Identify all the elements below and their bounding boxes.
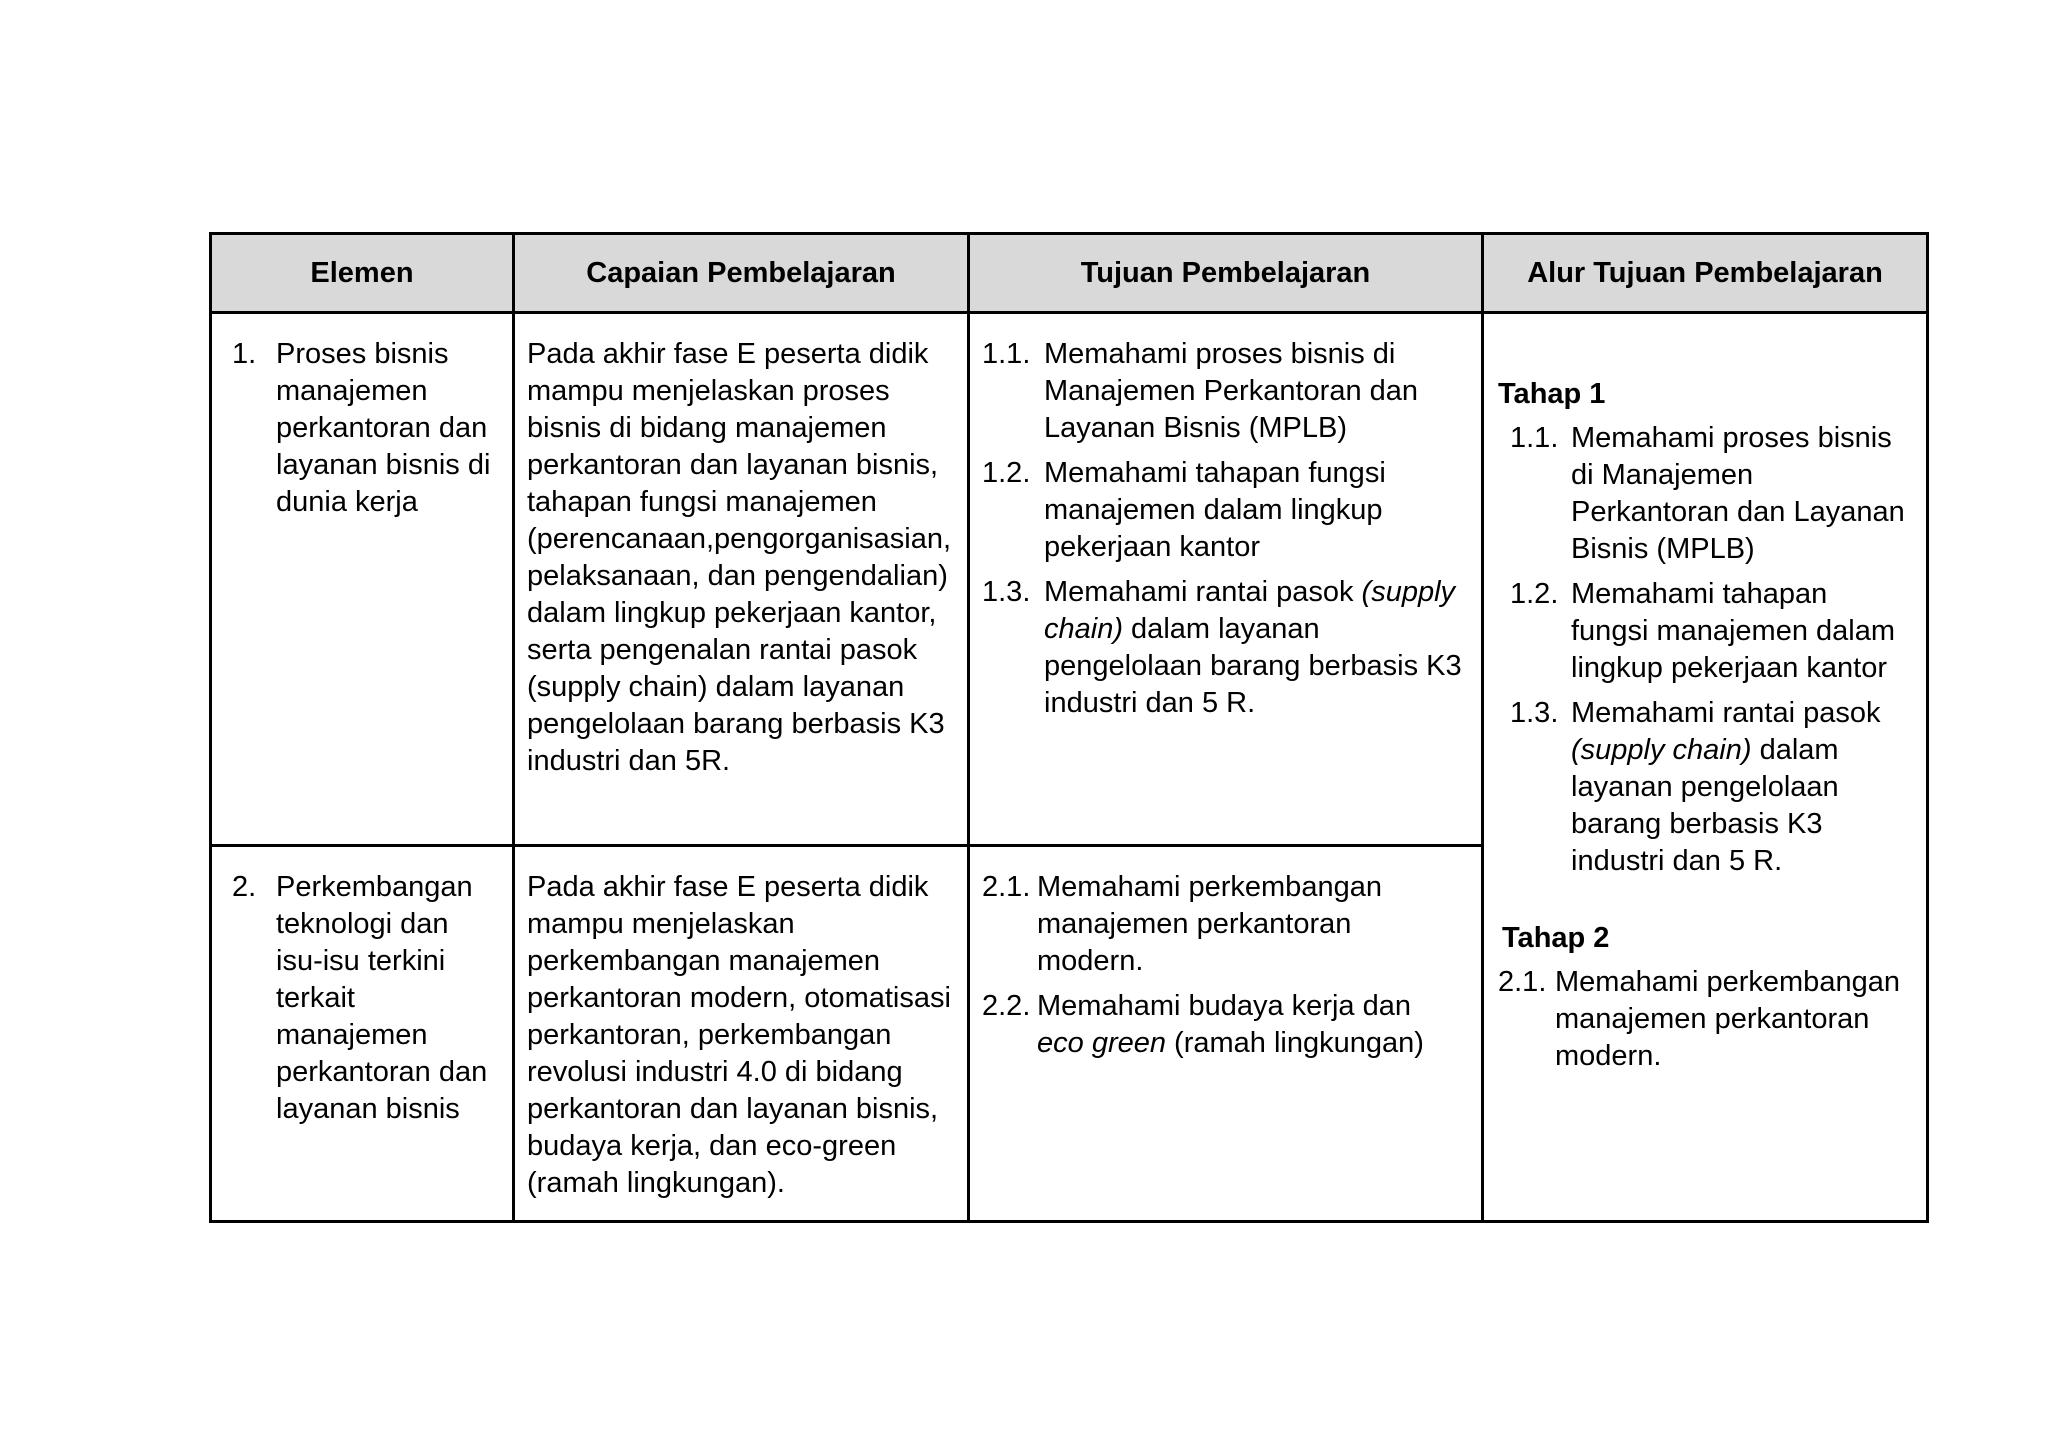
curriculum-table xyxy=(209,232,1929,1223)
capaian-cell-2 xyxy=(514,846,969,1222)
elemen-number: 1. xyxy=(232,338,257,370)
elemen-cell-2 xyxy=(211,846,514,1222)
header-tujuan-pembelajaran: Tujuan Pembelajaran xyxy=(969,234,1483,313)
list-item: 1.3. Memahami rantai pasok (supply chain) dalam layanan pengelolaan barang berbasis K3 industri dan 5 R. xyxy=(982,576,1462,719)
list-item: 1.3. Memahami rantai pasok (supply chain) dalam layanan pengelolaan barang berbasis K3 industri dan 5 R. xyxy=(1510,697,1881,877)
elemen-cell-1 xyxy=(211,313,514,846)
tahap-2-label: Tahap 2 xyxy=(1502,922,1610,954)
table-row xyxy=(211,313,1928,846)
list-item: 1.1. Memahami proses bisnis di Manajemen Perkantoran dan Layanan Bisnis (MPLB) xyxy=(1510,422,1905,565)
elemen-text: Perkembangan teknologi dan isu-isu terkini terkait manajemen perkantoran dan layanan bisnis xyxy=(276,871,488,1125)
header-alur-tujuan-pembelajaran: Alur Tujuan Pembelajaran xyxy=(1483,234,1928,313)
capaian-cell-1 xyxy=(514,313,969,846)
list-item: 1.1. Memahami proses bisnis di Manajemen Perkantoran dan Layanan Bisnis (MPLB) xyxy=(982,338,1419,444)
header-capaian-pembelajaran: Capaian Pembelajaran xyxy=(514,234,969,313)
capaian-text: Pada akhir fase E peserta didik mampu menjelaskan perkembangan manajemen perkantoran modern, otomatisasi perkantoran, perkembangan revolusi industri 4.0 di bidang perkantoran dan layanan bisnis, budaya kerja, dan eco-green (ramah lingkungan). xyxy=(527,871,951,1199)
tahap-1-label: Tahap 1 xyxy=(1498,378,1606,410)
list-item: 2.1. Memahami perkembangan manajemen perkantoran modern. xyxy=(1498,966,1900,1072)
header-row xyxy=(211,234,1928,313)
list-item: 1.2. Memahami tahapan fungsi manajemen dalam lingkup pekerjaan kantor xyxy=(1510,578,1896,684)
tujuan-cell-2 xyxy=(969,846,1483,1222)
capaian-text: Pada akhir fase E peserta didik mampu menjelaskan proses bisnis di bidang manajemen perkantoran dan layanan bisnis, tahapan fungsi manajemen (perencanaan,pengorganisasian, pelaksanaan, dan pengendalian) dalam lingkup pekerjaan kantor, serta pengenalan rantai pasok (supply chain) dalam layanan pengelolaan barang berbasis K3 industri dan 5R. xyxy=(527,338,952,777)
elemen-number: 2. xyxy=(232,871,257,903)
list-item: 2.2. Memahami budaya kerja dan eco green (ramah lingkungan) xyxy=(982,990,1424,1059)
tujuan-cell-1 xyxy=(969,313,1483,846)
list-item: 2.1. Memahami perkembangan manajemen perkantoran modern. xyxy=(982,871,1382,977)
list-item: 1.2. Memahami tahapan fungsi manajemen dalam lingkup pekerjaan kantor xyxy=(982,457,1386,563)
header-elemen: Elemen xyxy=(211,234,514,313)
elemen-text: Proses bisnis manajemen perkantoran dan layanan bisnis di dunia kerja xyxy=(276,338,491,518)
alur-cell xyxy=(1483,313,1928,1222)
